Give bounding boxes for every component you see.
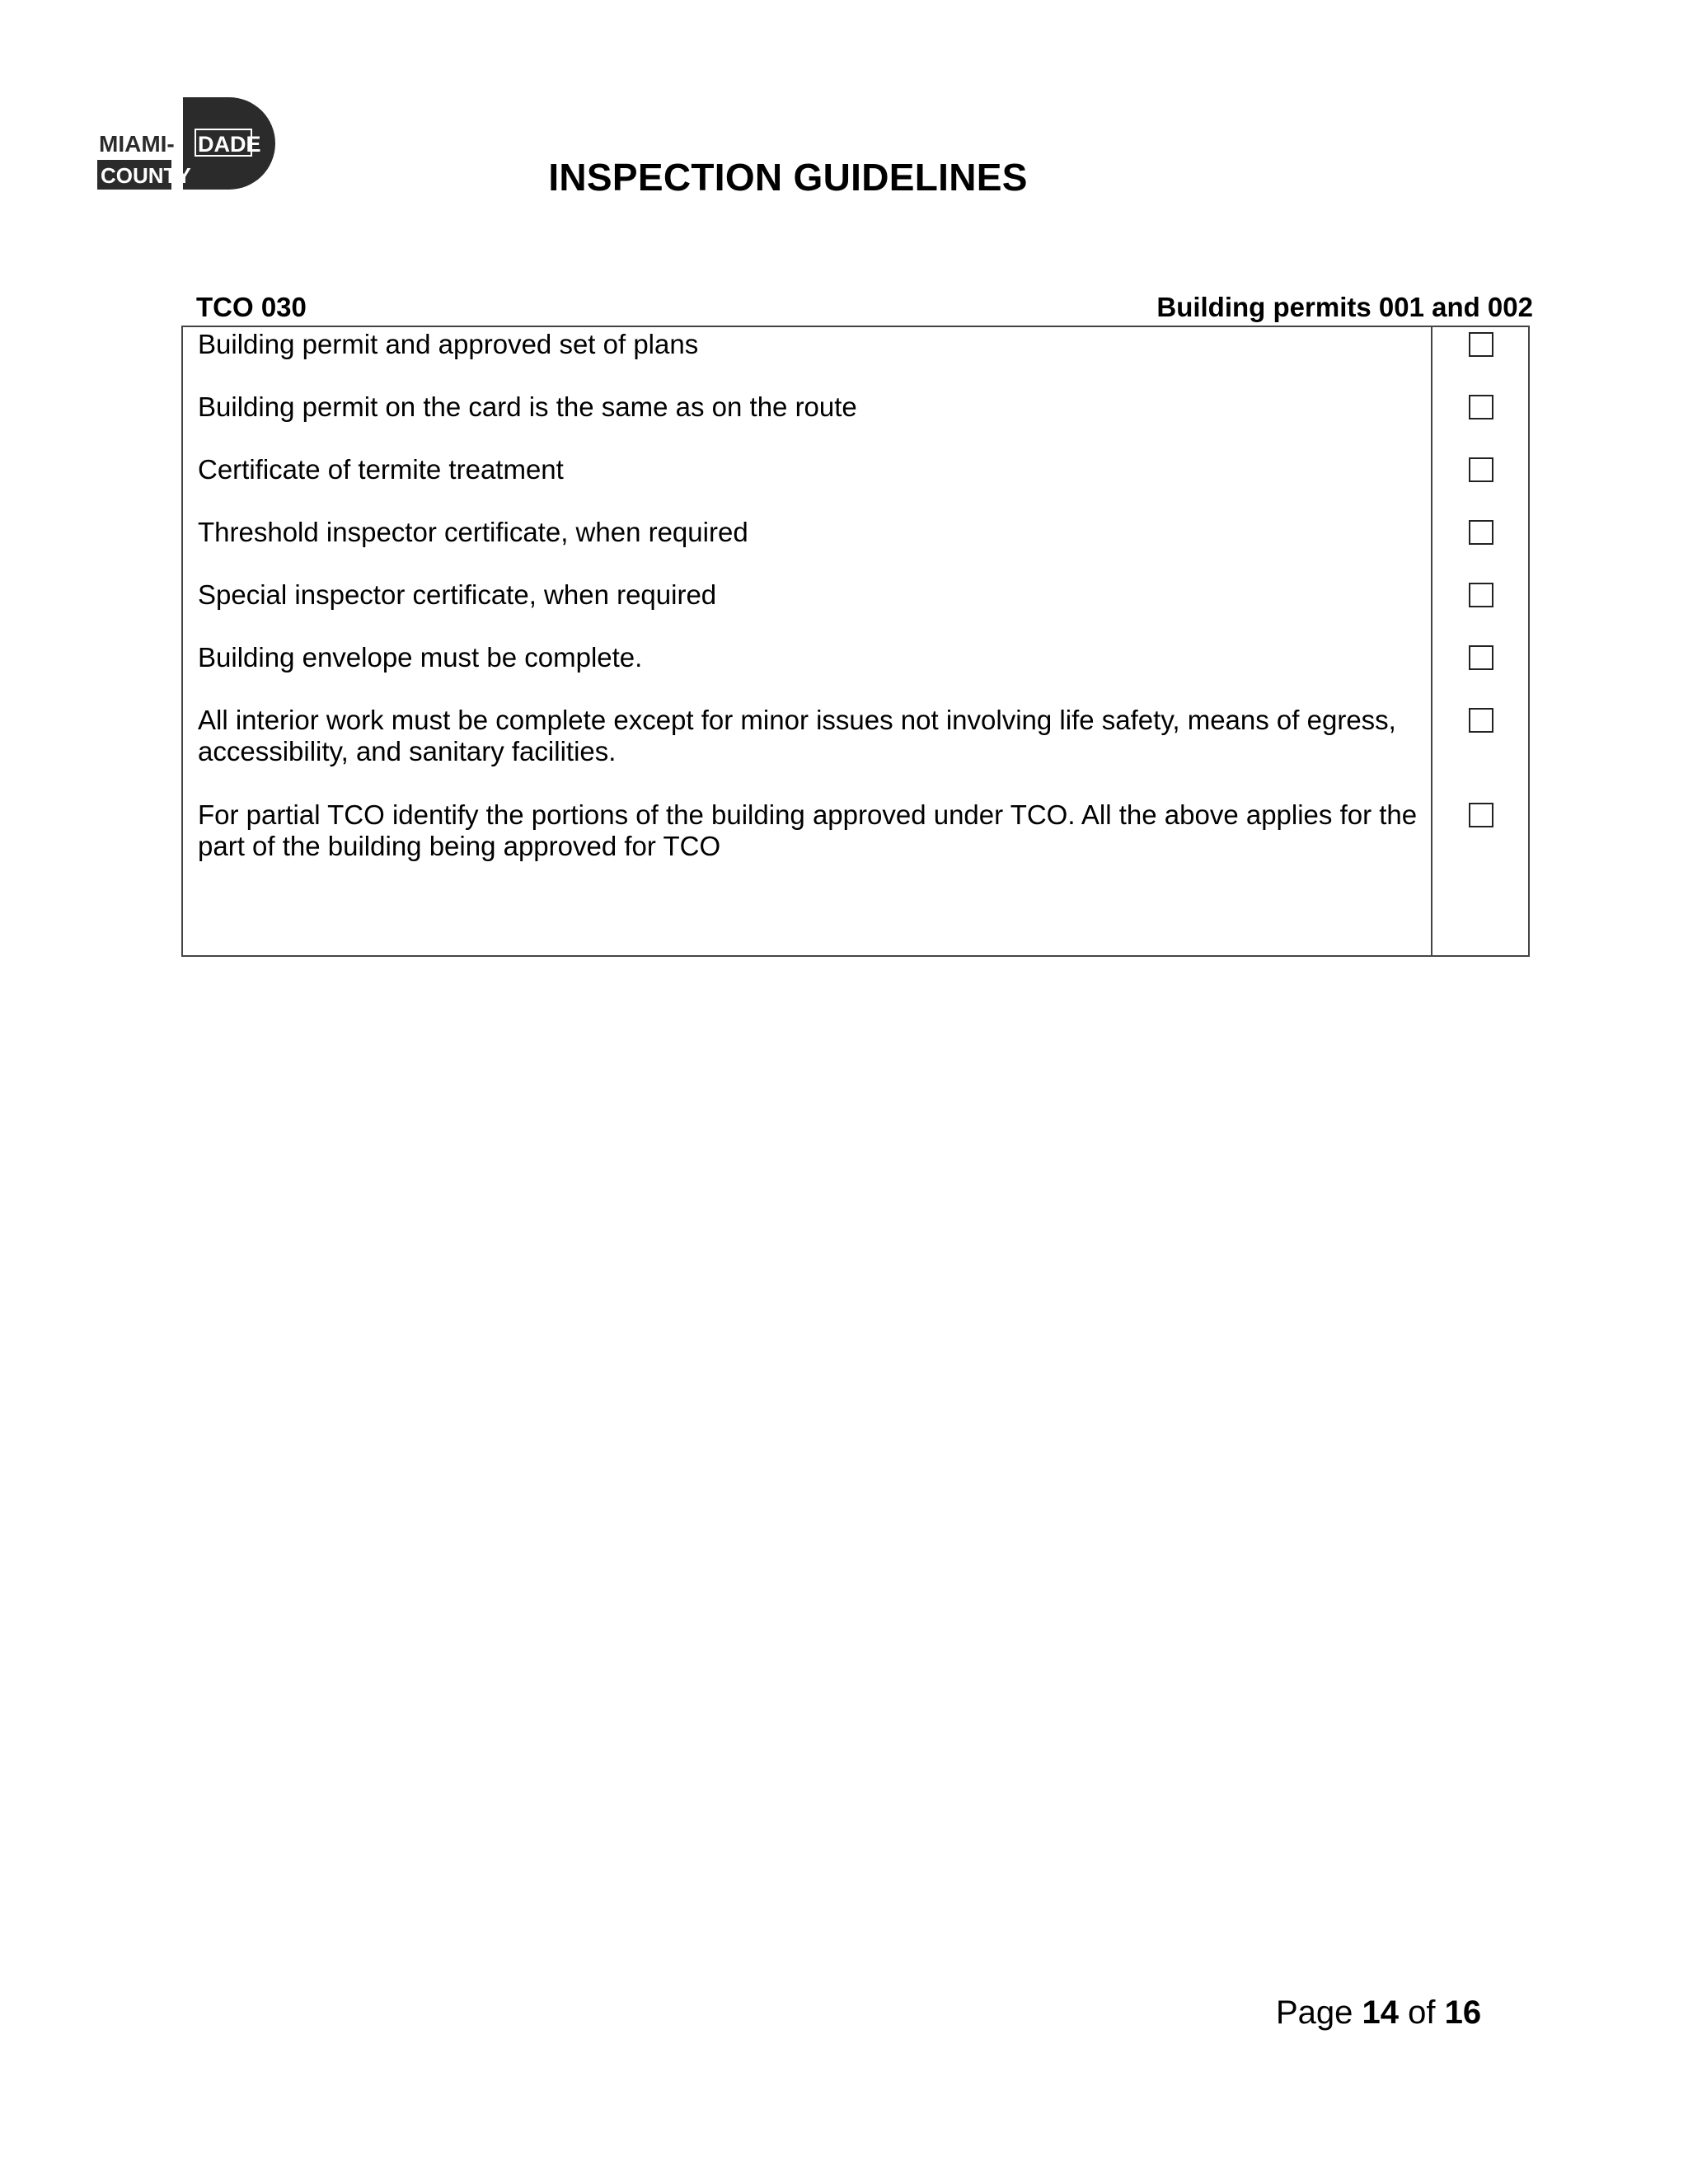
page-word: Page [1276, 1994, 1353, 2031]
permit-types: Building permits 001 and 002 [1156, 292, 1533, 322]
page-title: INSPECTION GUIDELINES [548, 156, 1028, 199]
checklist-checkbox[interactable] [1469, 645, 1493, 670]
checklist-checkbox[interactable] [1469, 395, 1493, 419]
checklist-item-text: Certificate of termite treatment [198, 454, 564, 485]
checklist-item-text: Building permit on the card is the same as on the route [198, 391, 857, 422]
checklist-checkbox[interactable] [1469, 803, 1493, 827]
section-code: TCO 030 [196, 292, 307, 322]
checklist-checkbox[interactable] [1469, 708, 1493, 733]
logo-text-dade: DADE [198, 132, 261, 157]
checklist-table [181, 326, 1530, 957]
checklist-checkbox[interactable] [1469, 583, 1493, 607]
logo-text-miami: MIAMI- [99, 131, 175, 157]
checklist-item-text: Special inspector certificate, when required [198, 579, 717, 610]
total-pages: 16 [1444, 1994, 1482, 2031]
checklist-checkbox[interactable] [1469, 520, 1493, 545]
logo-text-county: COUNTY [101, 163, 191, 188]
current-page: 14 [1362, 1994, 1400, 2031]
checklist-item-text: Building permit and approved set of plans [198, 329, 699, 359]
checklist-checkbox[interactable] [1469, 332, 1493, 357]
checklist-item-text: Building envelope must be complete. [198, 642, 643, 673]
checklist-item-text: All interior work must be complete except for minor issues not involving life safety, means of egress, accessibility, and sanitary facilities. [198, 705, 1396, 766]
checklist-item-text: Threshold inspector certificate, when required [198, 517, 748, 547]
checklist-checkbox[interactable] [1469, 457, 1493, 482]
of-word: of [1408, 1994, 1436, 2031]
checklist-item-text: For partial TCO identify the portions of the building approved under TCO. All the above applies for the part of the building being approved for TCO [198, 799, 1418, 861]
column-divider [1431, 327, 1432, 955]
page-number [1276, 1994, 1481, 2032]
section-header [181, 292, 1533, 328]
